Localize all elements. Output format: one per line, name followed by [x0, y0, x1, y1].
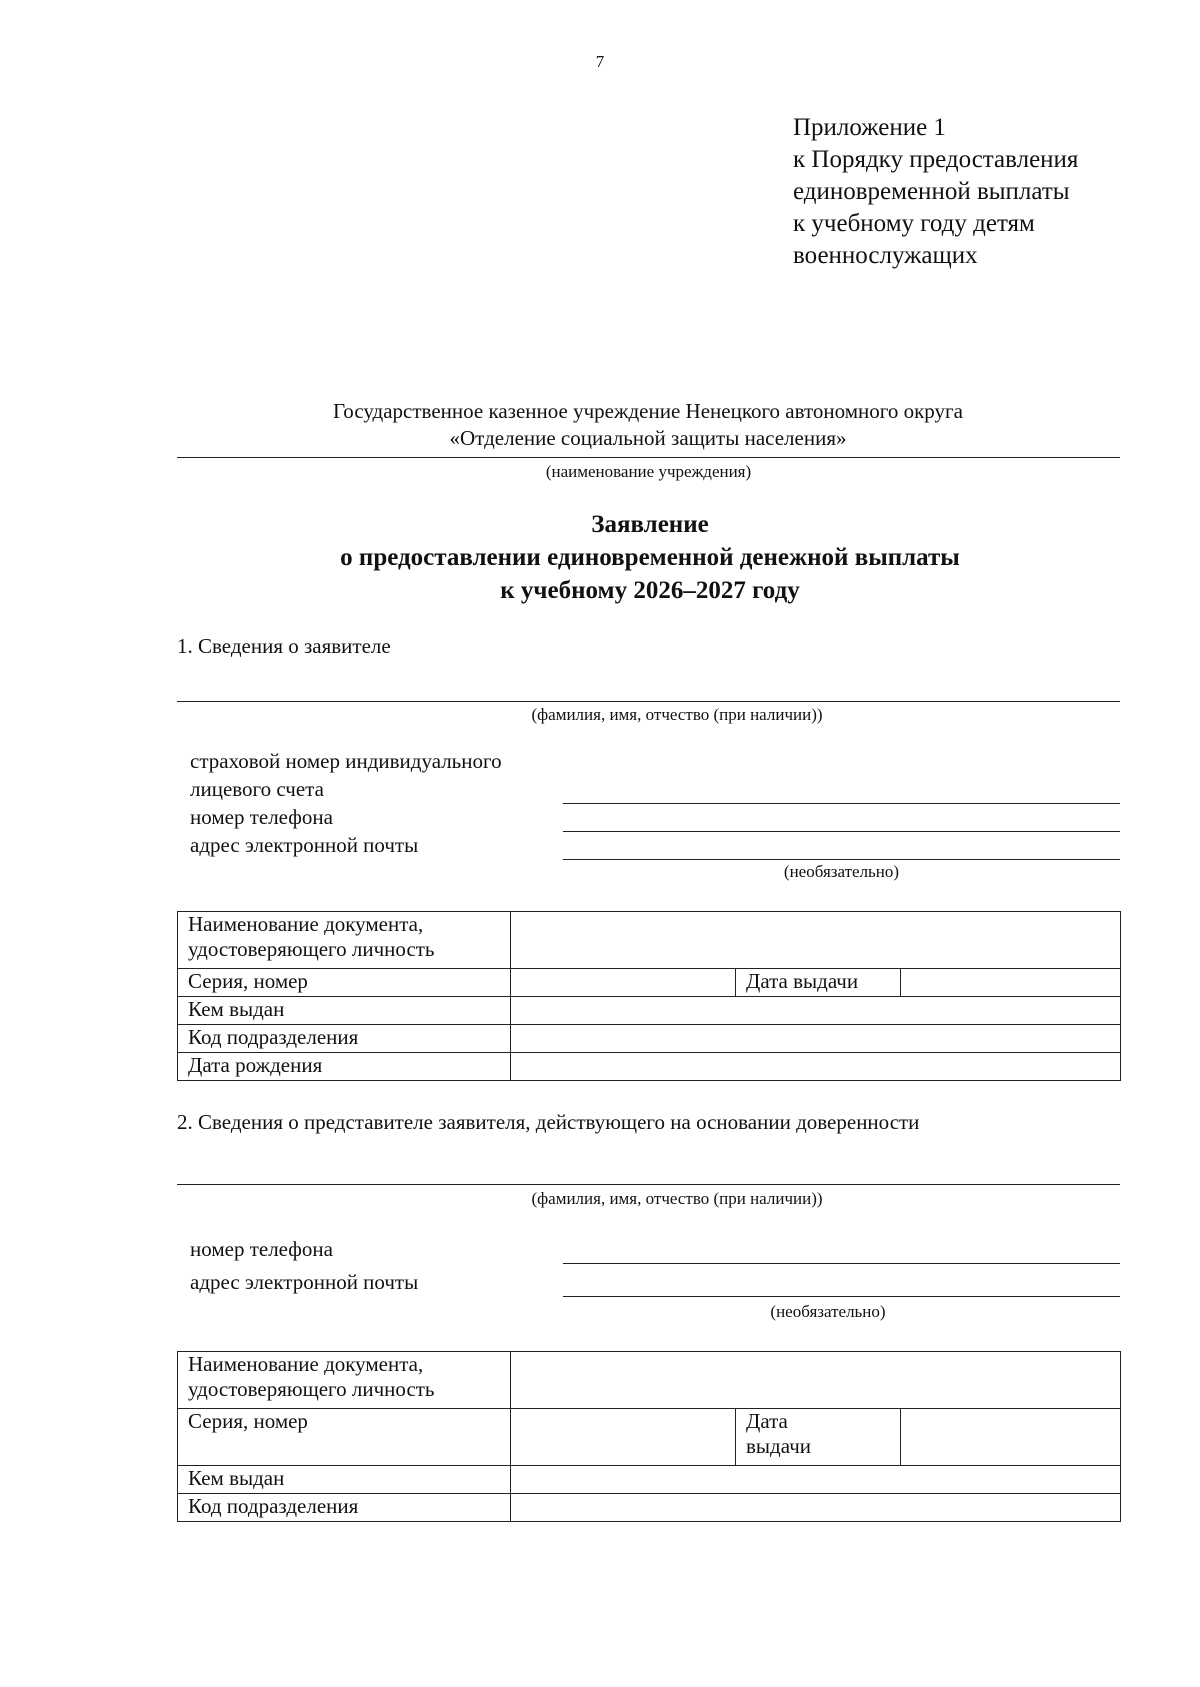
division-code-label: Код подразделения	[178, 1494, 511, 1522]
section-1-heading: 1. Сведения о заявителе	[177, 634, 391, 658]
appendix-line: к Порядку предоставления	[793, 146, 1079, 173]
applicant-id-document-table	[177, 911, 1121, 1081]
appendix-line: военнослужащих	[793, 242, 978, 269]
applicant-email-label: адрес электронной почты	[190, 833, 419, 857]
appendix-note	[793, 112, 1078, 272]
doc-name-label: Наименование документа, удостоверяющего личность	[178, 912, 511, 969]
issued-by-cell[interactable]	[511, 997, 1121, 1025]
doc-name-label: Наименование документа, удостоверяющего личность	[178, 1352, 511, 1409]
applicant-email-optional: (необязательно)	[783, 862, 900, 881]
organization-underline	[177, 457, 1120, 458]
appendix-line: Приложение 1	[793, 114, 946, 141]
division-code-label: Код подразделения	[178, 1025, 511, 1053]
document-title	[0, 508, 1200, 607]
representative-email-optional: (необязательно)	[770, 1302, 886, 1321]
organization-line-2: «Отделение социальной защиты населения»	[449, 426, 847, 450]
applicant-fio-field[interactable]	[177, 701, 1120, 702]
series-number-cell[interactable]	[511, 1409, 736, 1466]
series-number-label: Серия, номер	[178, 1409, 511, 1466]
applicant-fio-caption: (фамилия, имя, отчество (при наличии))	[531, 705, 823, 724]
issued-by-cell[interactable]	[511, 1466, 1121, 1494]
representative-id-document-table	[177, 1351, 1121, 1522]
representative-email-label: адрес электронной почты	[190, 1270, 419, 1294]
doc-name-cell[interactable]	[511, 912, 1121, 969]
title-line-1: Заявление	[591, 511, 709, 538]
applicant-phone-label: номер телефона	[190, 805, 333, 829]
representative-phone-field[interactable]	[563, 1263, 1120, 1264]
issue-date-label: Дата выдачи	[736, 969, 901, 997]
issued-by-label: Кем выдан	[178, 1466, 511, 1494]
issue-date-cell[interactable]	[901, 969, 1121, 997]
representative-fio-field[interactable]	[177, 1184, 1120, 1185]
birth-date-label: Дата рождения	[178, 1053, 511, 1081]
organization-name	[177, 398, 1119, 452]
series-number-cell[interactable]	[511, 969, 736, 997]
division-code-cell[interactable]	[511, 1025, 1121, 1053]
snils-field[interactable]	[563, 803, 1120, 804]
appendix-line: единовременной выплаты	[793, 178, 1070, 205]
series-number-label: Серия, номер	[178, 969, 511, 997]
division-code-cell[interactable]	[511, 1494, 1121, 1522]
issued-by-label: Кем выдан	[178, 997, 511, 1025]
representative-phone-label: номер телефона	[190, 1237, 333, 1261]
organization-line-1: Государственное казенное учреждение Ненецкого автономного округа	[333, 399, 963, 423]
organization-caption: (наименование учреждения)	[545, 462, 752, 481]
title-line-2: о предоставлении единовременной денежной выплаты	[340, 544, 960, 571]
issue-date-label: Дата выдачи	[736, 1409, 901, 1466]
birth-date-cell[interactable]	[511, 1053, 1121, 1081]
applicant-email-field[interactable]	[563, 859, 1120, 860]
page-number: 7	[595, 52, 605, 71]
title-line-3: к учебному 2026–2027 году	[500, 577, 800, 604]
appendix-line: к учебному году детям	[793, 210, 1035, 237]
representative-email-field[interactable]	[563, 1296, 1120, 1297]
snils-label-2: лицевого счета	[190, 777, 324, 801]
doc-name-cell[interactable]	[511, 1352, 1121, 1409]
snils-label-1: страховой номер индивидуального	[190, 749, 502, 773]
section-2-heading: 2. Сведения о представителе заявителя, действующего на основании доверенности	[177, 1110, 920, 1134]
representative-fio-caption: (фамилия, имя, отчество (при наличии))	[531, 1189, 823, 1208]
issue-date-cell[interactable]	[901, 1409, 1121, 1466]
applicant-phone-field[interactable]	[563, 831, 1120, 832]
